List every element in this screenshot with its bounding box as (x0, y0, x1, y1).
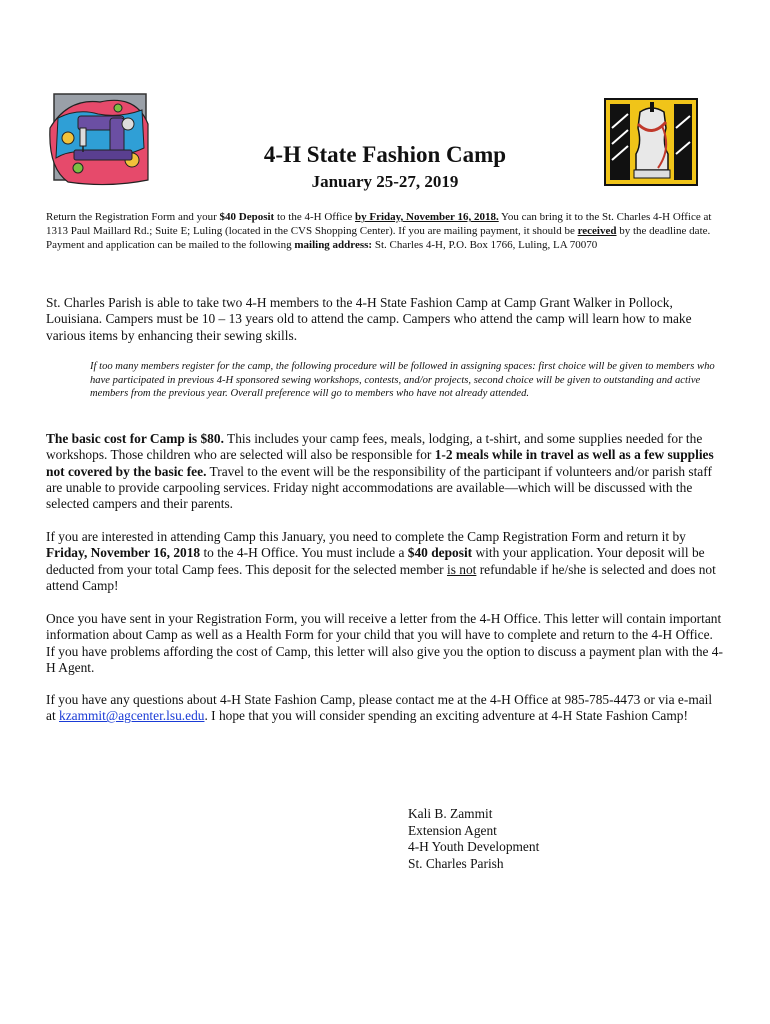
received-emphasis: received (577, 225, 617, 237)
registration-paragraph (46, 529, 724, 594)
selection-procedure: If too many members register for the camp, the following procedure will be followed in assigning spaces: first choice will be given to members who have participated in previous 4-H sponsored sewing workshops, contests, and/or projects, second choice will be given to outstanding and active members from the previous year. Overall preference will go to members who have not already attended. (90, 361, 715, 400)
camp-dates: January 25-27, 2019 (311, 172, 459, 191)
text: to the 4-H Office (274, 211, 355, 223)
text: to the 4-H Office. You must include a (200, 545, 408, 561)
text: . I hope that you will consider spending an exciting adventure at 4-H State Fashion Camp! (204, 708, 688, 724)
letter-paragraph: Once you have sent in your Registration Form, you will receive a letter from the 4-H Office. This letter will contain important information about Camp as well as a Health Form for your child that you will have to complete and return to the 4-H Office. If you have problems affording the cost of Camp, this letter will also give you the option to discuss a payment plan with the 4-H Agent. (46, 611, 723, 675)
email-link[interactable]: kzammit@agcenter.lsu.edu (59, 708, 205, 724)
cost-lead: The basic cost for Camp is $80. (46, 431, 224, 446)
text: This includes your camp fees, meals, lodging, a t-shirt, and some supplies needed for the workshops. Those children who are selected will also be responsible for (46, 431, 703, 463)
deadline: by Friday, November 16, 2018. (354, 211, 499, 223)
text: St. Charles 4-H, P.O. Box 1766, Luling, LA 70070 (372, 239, 598, 251)
text: Return the Registration Form and your (46, 211, 220, 223)
signer-title: Extension Agent (408, 822, 497, 838)
signer-name: Kali B. Zammit (408, 806, 493, 821)
signature-block (408, 806, 539, 872)
questions-paragraph (46, 692, 724, 725)
mailing-label: mailing address: (294, 239, 373, 251)
meals-note: 1-2 meals while in travel as well as a few supplies not covered by the basic fee. (46, 447, 714, 479)
text: refundable if he/she is selected and does not attend Camp! (46, 561, 716, 593)
text: with your application. Your deposit will be deducted from your total Camp fees. This deposit for the selected member (46, 545, 705, 577)
is-not-emphasis: is not (446, 561, 477, 577)
deposit-amount: $40 deposit (407, 545, 473, 561)
text: If you have any questions about 4-H State Fashion Camp, please contact me at the 4-H Office at 985-785-4473 or via e-mail at (46, 692, 713, 724)
page-title: 4-H State Fashion Camp (263, 142, 507, 167)
intro-paragraph: St. Charles Parish is able to take two 4-H members to the 4-H State Fashion Camp at Camp Grant Walker in Pollock, Louisiana. Campers must be 10 – 13 years old to attend the camp. Campers who attend the camp will learn how to make various items by enhancing their sewing skills. (46, 295, 692, 343)
text: Travel to the event will be the responsibility of the participant if volunteers and/or parish staff are unable to provide carpooling services. Friday night accommodations are available—which will be discussed with the selected campers and their parents. (46, 463, 712, 512)
text: by the deadline date. Payment and application can be mailed to the following (46, 225, 711, 251)
cost-paragraph (46, 431, 724, 512)
text: If you are interested in attending Camp this January, you need to complete the Camp Registration Form and return it by (46, 529, 686, 544)
return-instructions (46, 210, 718, 252)
text: You can bring it to the St. Charles 4-H Office at 1313 Paul Maillard Rd.; Suite E; Luling (located in the CVS Shopping Center). If you are mailing payment, it should be (46, 211, 712, 237)
deposit-amount: $40 Deposit (219, 211, 275, 223)
signer-parish: St. Charles Parish (408, 855, 504, 871)
signer-department: 4-H Youth Development (408, 839, 540, 854)
registration-deadline: Friday, November 16, 2018 (46, 545, 201, 561)
